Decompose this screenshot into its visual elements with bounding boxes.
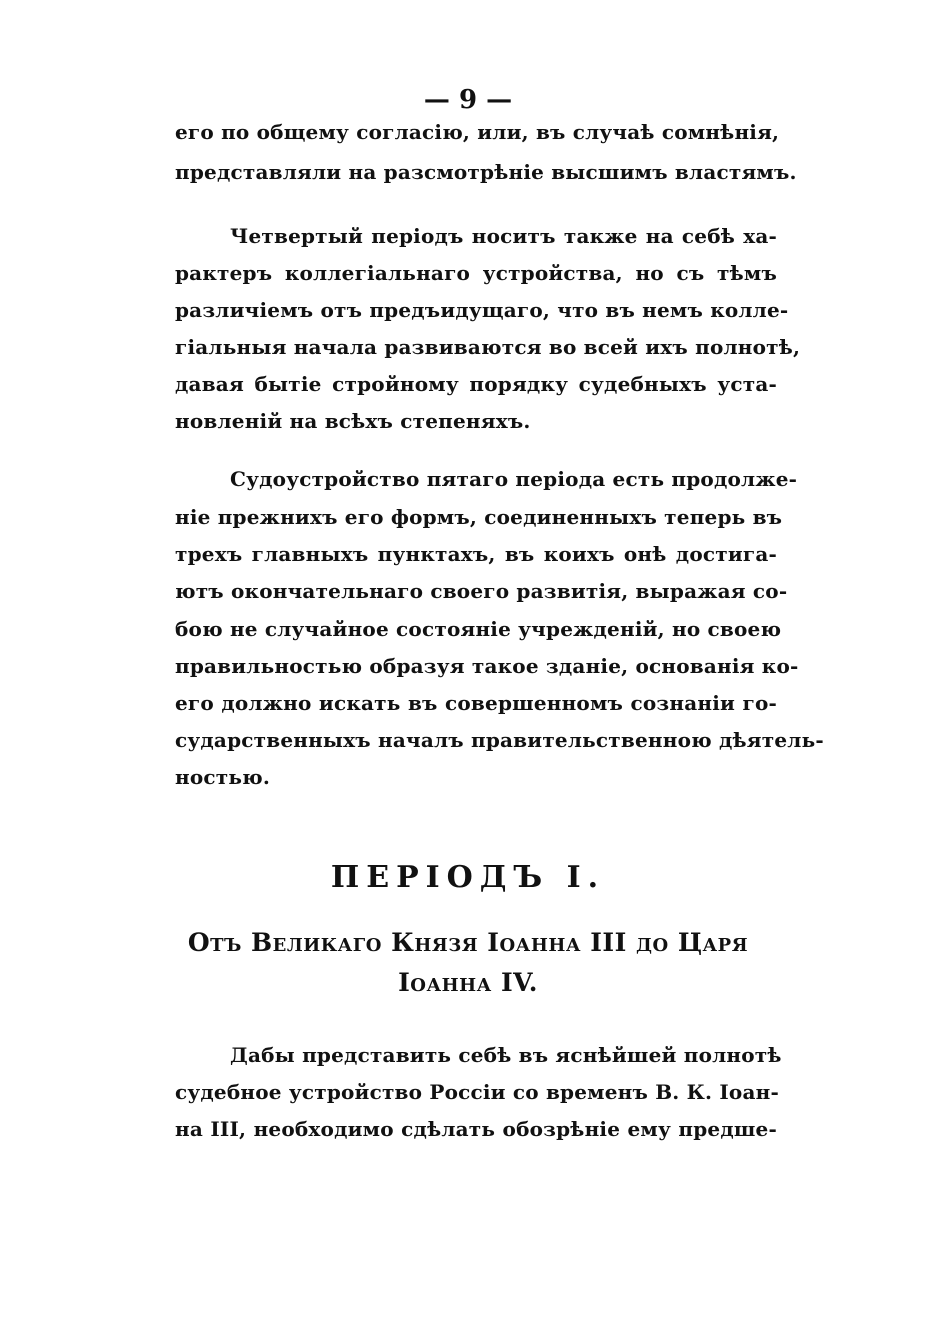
paragraph-4-line-3: на III, необходимо сдѣлать обозрѣніе ему предше-	[175, 1117, 777, 1141]
subheading-line-1: Отъ Великаго Князя Іоанна III до Царя	[187, 928, 749, 957]
paragraph-3-line-3: трехъ главныхъ пунктахъ, въ коихъ онѣ достига-	[175, 542, 777, 566]
period-heading: ПЕРІОДЪ I.	[330, 860, 606, 895]
subheading-line-2: Іоанна IV.	[398, 968, 538, 997]
paragraph-3-line-6: правильностью образуя такое зданіе, основанія ко-	[175, 654, 799, 678]
paragraph-2-line-4: гіальныя начала развиваются во всей ихъ полнотѣ,	[175, 335, 801, 359]
paragraph-3-line-1: Судоустройство пятаго періода есть продолже-	[230, 467, 798, 491]
paragraph-2-line-1: Четвертый періодъ носитъ также на себѣ ха-	[230, 224, 777, 248]
paragraph-3-line-9: ностью.	[175, 765, 270, 789]
paragraph-3-line-4: ютъ окончательнаго своего развитія, выражая со-	[175, 579, 788, 603]
paragraph-4-line-2: судебное устройство Россіи со временъ В. К. Іоан-	[175, 1080, 779, 1104]
paragraph-2-line-2: рактеръ коллегіальнаго устройства, но съ тѣмъ	[175, 261, 777, 285]
paragraph-2-line-3: различіемъ отъ предъидущаго, что въ немъ колле-	[175, 298, 789, 322]
paragraph-3-line-5: бою не случайное состояніе учрежденій, но своею	[175, 617, 782, 641]
paragraph-2-line-6: новленій на всѣхъ степеняхъ.	[175, 409, 531, 433]
page-number: — 9 —	[423, 85, 513, 115]
paragraph-1-line-2: представляли на разсмотрѣніе высшимъ властямъ.	[175, 160, 797, 184]
paragraph-2-line-5: давая бытіе стройному порядку судебныхъ уста-	[175, 372, 777, 396]
paragraph-4-line-1: Дабы представить себѣ въ яснѣйшей полнотѣ	[230, 1043, 782, 1067]
paragraph-3-line-8: сударственныхъ началъ правительственною дѣятель-	[175, 728, 824, 752]
paragraph-1-line-1: его по общему согласію, или, въ случаѣ сомнѣнія,	[175, 120, 780, 144]
paragraph-3-line-2: ніе прежнихъ его формъ, соединенныхъ теперь въ	[175, 505, 783, 529]
paragraph-3-line-7: его должно искать въ совершенномъ сознаніи го-	[175, 691, 777, 715]
